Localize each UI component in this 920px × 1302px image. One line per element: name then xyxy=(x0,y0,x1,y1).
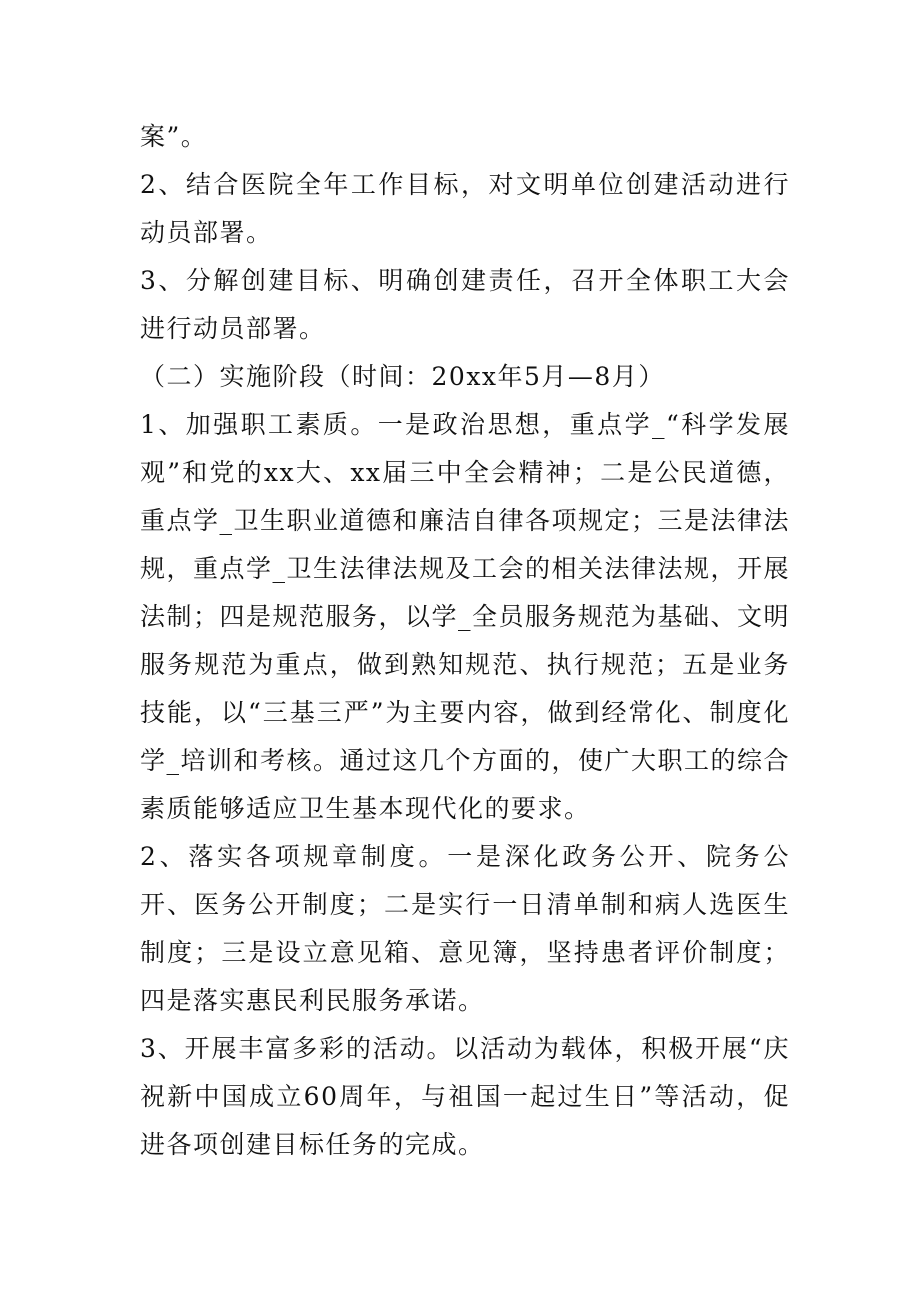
document-body xyxy=(140,113,790,1169)
paragraph-item-2-regulations: 2、落实各项规章制度。一是深化政务公开、院务公开、医务公开制度；二是实行一日清单制和病人选医生制度；三是设立意见箱、意见簿，坚持患者评价制度；四是落实惠民利民服务承诺。 xyxy=(140,842,790,1015)
section-heading-implementation: （二）实施阶段（时间：20xx年5月—8月） xyxy=(140,362,665,391)
paragraph-item-3-decompose-goals: 3、分解创建目标、明确创建责任，召开全体职工大会进行动员部署。 xyxy=(140,266,790,343)
paragraph-continuation: 案”。 xyxy=(140,122,208,151)
paragraph-item-2-mobilization: 2、结合医院全年工作目标，对文明单位创建活动进行动员部署。 xyxy=(140,170,790,247)
paragraph-item-1-staff-quality: 1、加强职工素质。一是政治思想，重点学_“科学发展观”和党的xx大、xx届三中全会精神；二是公民道德，重点学_卫生职业道德和廉洁自律各项规定；三是法律法规，重点学_卫生法律法规及工会的相关法律法规，开展法制；四是规范服务，以学_全员服务规范为基础、文明服务规范为重点，做到熟知规范、执行规范；五是业务技能，以“三基三严”为主要内容，做到经常化、制度化学_培训和考核。通过这几个方面的，使广大职工的综合素质能够适应卫生基本现代化的要求。 xyxy=(140,410,791,823)
paragraph-item-3-activities: 3、开展丰富多彩的活动。以活动为载体，积极开展“庆祝新中国成立60周年，与祖国一起过生日”等活动，促进各项创建目标任务的完成。 xyxy=(140,1034,790,1159)
